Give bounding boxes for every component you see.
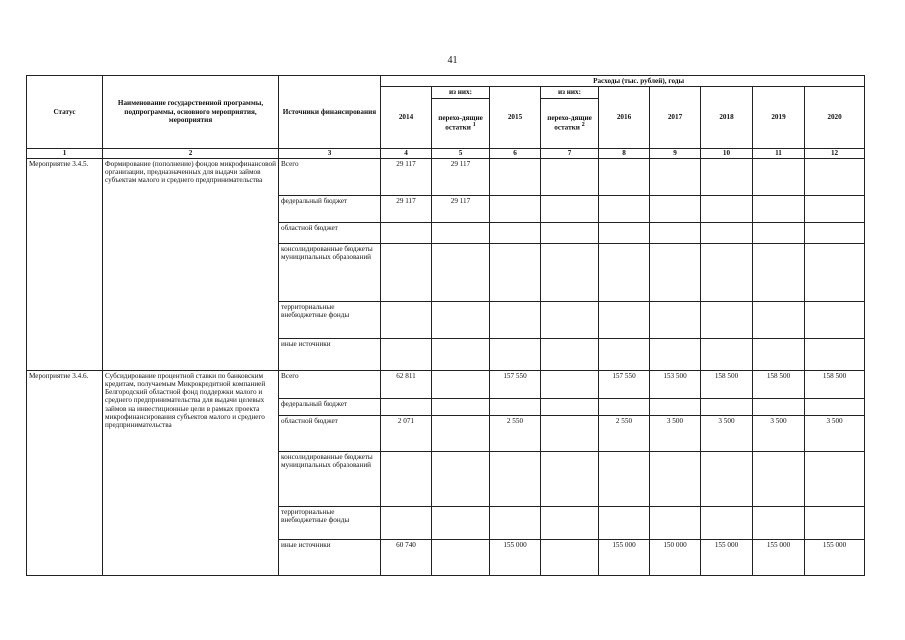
header-of-which-2: из них: — [541, 87, 599, 98]
amount-cell — [805, 301, 865, 338]
amount-cell — [599, 195, 650, 222]
amount-cell — [381, 398, 432, 415]
amount-cell — [701, 301, 753, 338]
amount-cell — [753, 195, 805, 222]
amount-cell: 158 500 — [805, 370, 865, 398]
amount-cell — [541, 370, 599, 398]
budget-table — [26, 75, 865, 576]
amount-cell — [490, 506, 541, 539]
amount-cell — [650, 506, 701, 539]
amount-cell: 29 117 — [381, 195, 432, 222]
amount-cell: 158 500 — [701, 370, 753, 398]
amount-cell: 155 000 — [753, 539, 805, 575]
amount-cell: 29 117 — [432, 195, 490, 222]
amount-cell — [490, 301, 541, 338]
amount-cell — [701, 158, 753, 195]
amount-cell — [432, 506, 490, 539]
funding-source-cell: иные источники — [279, 338, 381, 370]
funding-source-cell: территориальные внебюджетные фонды — [279, 301, 381, 338]
amount-cell — [490, 243, 541, 301]
amount-cell — [650, 338, 701, 370]
amount-cell: 3 500 — [701, 415, 753, 451]
amount-cell — [541, 415, 599, 451]
amount-cell — [599, 222, 650, 243]
column-number: 3 — [279, 148, 381, 158]
amount-cell — [541, 338, 599, 370]
amount-cell — [599, 338, 650, 370]
amount-cell: 3 500 — [805, 415, 865, 451]
amount-cell — [701, 243, 753, 301]
amount-cell — [650, 222, 701, 243]
amount-cell — [805, 506, 865, 539]
amount-cell: 155 000 — [490, 539, 541, 575]
header-name: Наименование государственной программы, подпрограммы, основного мероприятия, мероприятия — [103, 76, 279, 149]
amount-cell — [432, 222, 490, 243]
amount-cell: 60 740 — [381, 539, 432, 575]
amount-cell — [650, 451, 701, 506]
amount-cell: 2 071 — [381, 415, 432, 451]
header-sources: Источники финансирования — [279, 76, 381, 149]
amount-cell — [541, 451, 599, 506]
amount-cell — [541, 539, 599, 575]
header-status: Статус — [27, 76, 103, 149]
header-year-2015: 2015 — [490, 87, 541, 148]
amount-cell — [805, 222, 865, 243]
funding-source-cell: консолидированные бюджеты муниципальных образований — [279, 243, 381, 301]
amount-cell: 157 550 — [490, 370, 541, 398]
amount-cell — [753, 398, 805, 415]
amount-cell — [432, 415, 490, 451]
amount-cell — [805, 158, 865, 195]
amount-cell — [650, 398, 701, 415]
amount-cell: 155 000 — [599, 539, 650, 575]
header-year-2014: 2014 — [381, 87, 432, 148]
amount-cell: 150 000 — [650, 539, 701, 575]
amount-cell — [650, 243, 701, 301]
amount-cell — [541, 195, 599, 222]
amount-cell — [701, 506, 753, 539]
table-row — [27, 370, 865, 398]
amount-cell — [599, 398, 650, 415]
header-year-2020: 2020 — [805, 87, 865, 148]
amount-cell — [599, 243, 650, 301]
amount-cell — [650, 301, 701, 338]
amount-cell — [432, 301, 490, 338]
column-number: 4 — [381, 148, 432, 158]
amount-cell — [599, 301, 650, 338]
amount-cell — [701, 451, 753, 506]
amount-cell — [599, 506, 650, 539]
header-year-2018: 2018 — [701, 87, 753, 148]
amount-cell — [805, 398, 865, 415]
amount-cell — [701, 222, 753, 243]
amount-cell — [432, 370, 490, 398]
amount-cell — [490, 195, 541, 222]
amount-cell — [541, 243, 599, 301]
column-number-row — [27, 148, 865, 158]
amount-cell: 155 000 — [701, 539, 753, 575]
amount-cell — [490, 158, 541, 195]
column-number: 12 — [805, 148, 865, 158]
amount-cell — [753, 222, 805, 243]
amount-cell — [701, 338, 753, 370]
amount-cell: 29 117 — [432, 158, 490, 195]
measure-name-cell: Формирование (пополнение) фондов микрофинансовой организации, предназначенных для выдачи займов субъектам малого и среднего предпринимательства — [103, 158, 279, 370]
column-number: 1 — [27, 148, 103, 158]
amount-cell — [753, 451, 805, 506]
funding-source-cell: областной бюджет — [279, 222, 381, 243]
amount-cell — [805, 338, 865, 370]
column-number: 5 — [432, 148, 490, 158]
amount-cell — [432, 243, 490, 301]
amount-cell: 3 500 — [650, 415, 701, 451]
amount-cell — [753, 506, 805, 539]
amount-cell — [432, 338, 490, 370]
status-cell: Мероприятие 3.4.6. — [27, 370, 103, 575]
header-carry-1: перехо-дящие остатки $^1$ — [432, 98, 490, 148]
amount-cell — [381, 506, 432, 539]
amount-cell — [490, 398, 541, 415]
header-carry-2: перехо-дящие остатки $^2$ — [541, 98, 599, 148]
amount-cell: 3 500 — [753, 415, 805, 451]
amount-cell: 2 550 — [490, 415, 541, 451]
funding-source-cell: Всего — [279, 158, 381, 195]
amount-cell — [599, 158, 650, 195]
column-number: 10 — [701, 148, 753, 158]
amount-cell — [541, 301, 599, 338]
amount-cell — [381, 301, 432, 338]
amount-cell — [381, 451, 432, 506]
amount-cell — [541, 158, 599, 195]
column-number: 8 — [599, 148, 650, 158]
amount-cell — [701, 195, 753, 222]
amount-cell — [805, 451, 865, 506]
amount-cell — [432, 398, 490, 415]
page-number: 41 — [447, 55, 458, 66]
amount-cell — [432, 539, 490, 575]
amount-cell — [701, 398, 753, 415]
table-row — [27, 158, 865, 195]
column-number: 11 — [753, 148, 805, 158]
column-number: 9 — [650, 148, 701, 158]
header-year-2019: 2019 — [753, 87, 805, 148]
funding-source-cell: федеральный бюджет — [279, 195, 381, 222]
header-expenses: Расходы (тыс. рублей), годы — [381, 76, 865, 87]
amount-cell — [650, 195, 701, 222]
amount-cell — [753, 338, 805, 370]
amount-cell — [541, 398, 599, 415]
amount-cell: 2 550 — [599, 415, 650, 451]
amount-cell — [381, 338, 432, 370]
measure-name-cell: Субсидирование процентной ставки по банковским кредитам, получаемым Микрокредитной компанией Белгородский областной фонд поддержки малого и среднего предпринимательства для выдачи целевых займов на инвестиционные цели в рамках проекта микрофинансирования субъектов малого и среднего предпринимательства — [103, 370, 279, 575]
funding-source-cell: Всего — [279, 370, 381, 398]
amount-cell — [381, 222, 432, 243]
header-year-2017: 2017 — [650, 87, 701, 148]
amount-cell — [541, 222, 599, 243]
amount-cell — [753, 158, 805, 195]
funding-source-cell: областной бюджет — [279, 415, 381, 451]
funding-source-cell: федеральный бюджет — [279, 398, 381, 415]
amount-cell — [490, 222, 541, 243]
header-year-2016: 2016 — [599, 87, 650, 148]
amount-cell — [490, 338, 541, 370]
amount-cell — [753, 243, 805, 301]
amount-cell: 155 000 — [805, 539, 865, 575]
column-number: 6 — [490, 148, 541, 158]
amount-cell — [805, 243, 865, 301]
column-number: 7 — [541, 148, 599, 158]
amount-cell — [490, 451, 541, 506]
status-cell: Мероприятие 3.4.5. — [27, 158, 103, 370]
amount-cell — [650, 158, 701, 195]
amount-cell — [805, 195, 865, 222]
funding-source-cell: территориальные внебюджетные фонды — [279, 506, 381, 539]
amount-cell — [381, 243, 432, 301]
amount-cell: 157 550 — [599, 370, 650, 398]
column-number: 2 — [103, 148, 279, 158]
amount-cell: 29 117 — [381, 158, 432, 195]
amount-cell — [432, 451, 490, 506]
header-of-which-1: из них: — [432, 87, 490, 98]
amount-cell: 158 500 — [753, 370, 805, 398]
amount-cell: 62 811 — [381, 370, 432, 398]
amount-cell — [599, 451, 650, 506]
funding-source-cell: консолидированные бюджеты муниципальных образований — [279, 451, 381, 506]
amount-cell: 153 500 — [650, 370, 701, 398]
amount-cell — [541, 506, 599, 539]
funding-source-cell: иные источники — [279, 539, 381, 575]
amount-cell — [753, 301, 805, 338]
